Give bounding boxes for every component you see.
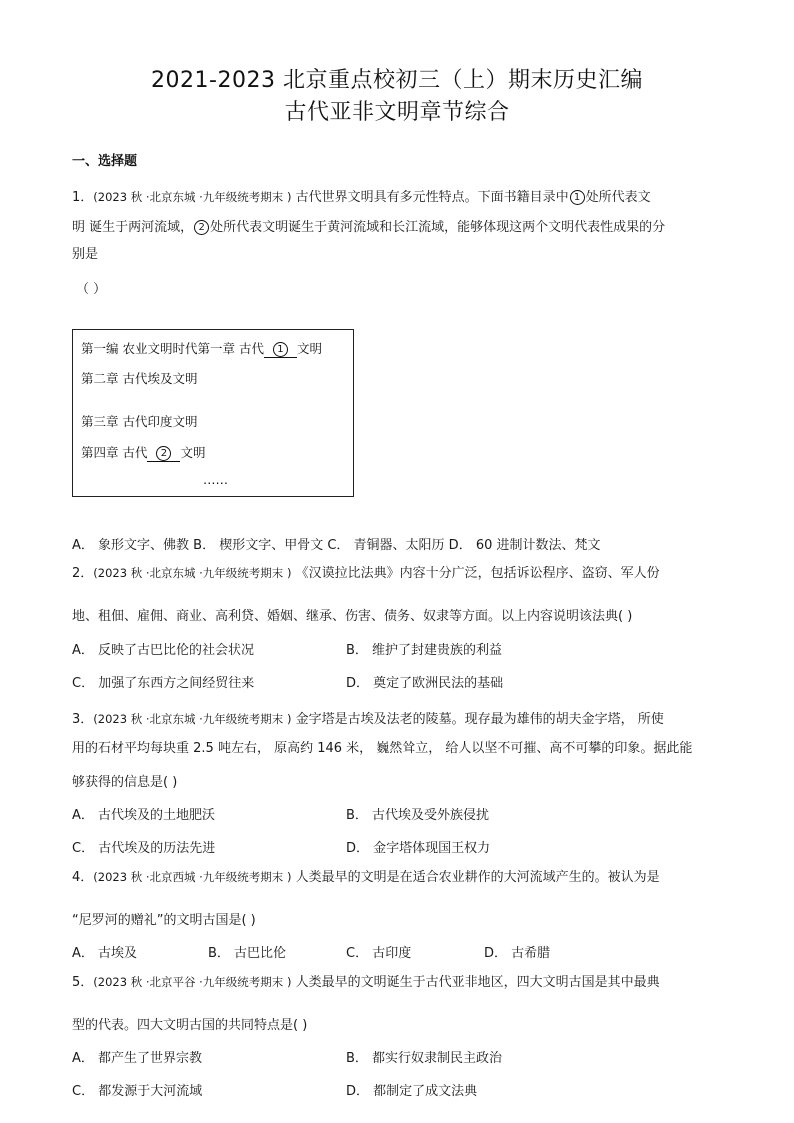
document-subtitle: 古代亚非文明章节综合 bbox=[284, 100, 510, 125]
circled-two-mark: 2 bbox=[194, 220, 209, 235]
question-1-text: 古代世界文明具有多元性特点。下面书籍目录中 bbox=[291, 190, 569, 205]
book-row-1-text: 第一编 农业文明时代第一章 古代 bbox=[81, 341, 264, 356]
question-2-line-2: 地、租佃、雇佣、商业、高利贷、婚姻、继承、伤害、债务、奴隶等方面。以上内容说明该法典( ) bbox=[72, 609, 633, 624]
question-5-number: 5． bbox=[72, 975, 94, 990]
question-1-answer-paren: （ ） bbox=[76, 282, 107, 297]
question-3-line-2: 用的石材平均每块重 2.5 吨左右， 原高约 146 米， 巍然耸立， 给人以坚不可摧、高不可攀的印象。据此能 bbox=[72, 741, 693, 756]
question-4-option-b: B． 古巴比伦 bbox=[208, 946, 287, 961]
book-row-4-suffix: 文明 bbox=[180, 445, 206, 460]
book-row-2: 第二章 古代埃及文明 bbox=[81, 371, 198, 386]
question-2-text: 《汉谟拉比法典》内容十分广泛，包括诉讼程序、盗窃、军人份 bbox=[291, 566, 660, 581]
document-title: 2021-2023 北京重点校初三（上）期末历史汇编 bbox=[151, 68, 643, 93]
question-1-source: (2023 秋 ·北京东城 ·九年级统考期末 ) bbox=[93, 190, 292, 204]
blank-one bbox=[264, 342, 297, 358]
book-contents-box bbox=[72, 329, 354, 497]
question-2-number: 2． bbox=[72, 566, 94, 581]
question-4-option-c: C． 古印度 bbox=[346, 946, 412, 961]
question-3-text: 金字塔是古埃及法老的陵墓。现存最为雄伟的胡夫金字塔， 所使 bbox=[291, 712, 664, 727]
question-5-option-a: A． 都产生了世界宗教 bbox=[72, 1051, 203, 1066]
question-1-line-1 bbox=[72, 186, 651, 205]
blank-two bbox=[147, 446, 180, 462]
book-row-1 bbox=[81, 339, 322, 358]
question-4-number: 4． bbox=[72, 870, 94, 885]
question-1-options: A． 象形文字、佛教 B． 楔形文字、甲骨文 C． 青铜器、太阳历 D． 60 进制计数法、梵文 bbox=[72, 538, 601, 553]
book-row-1-suffix: 文明 bbox=[296, 341, 322, 356]
question-3-option-d: D． 金字塔体现国王权力 bbox=[346, 841, 491, 856]
question-4-source: (2023 秋 ·北京西城 ·九年级统考期末 ) bbox=[93, 870, 292, 884]
question-3-line-3: 够获得的信息是( ) bbox=[72, 775, 178, 790]
question-1-line-2 bbox=[72, 216, 665, 235]
question-2-option-a: A． 反映了古巴比伦的社会状况 bbox=[72, 643, 255, 658]
blank-two-mark: 2 bbox=[156, 446, 171, 461]
question-1-number: 1． bbox=[72, 190, 94, 205]
question-5-option-d: D． 都制定了成文法典 bbox=[346, 1084, 478, 1099]
book-row-4 bbox=[81, 443, 206, 462]
question-5-text: 人类最早的文明诞生于古代亚非地区，四大文明古国是其中最典 bbox=[291, 975, 660, 990]
question-3-option-a: A． 古代埃及的土地肥沃 bbox=[72, 808, 216, 823]
circled-one-mark: 1 bbox=[570, 190, 585, 205]
book-row-4-text: 第四章 古代 bbox=[81, 445, 148, 460]
question-5-line-2: 型的代表。四大文明古国的共同特点是( ) bbox=[72, 1018, 308, 1033]
question-1-text-2b: 处所代表文明诞生于黄河流域和长江流域，能够体现这两个文明代表性成果的分 bbox=[210, 220, 666, 235]
question-2-option-c: C． 加强了东西方之间经贸往来 bbox=[72, 676, 255, 691]
question-1-line-3: 别是 bbox=[72, 247, 99, 262]
blank-one-mark: 1 bbox=[273, 342, 288, 357]
question-2-option-d: D． 奠定了欧洲民法的基础 bbox=[346, 676, 504, 691]
question-4-line-1 bbox=[72, 866, 660, 885]
question-2-source: (2023 秋 ·北京东城 ·九年级统考期末 ) bbox=[93, 566, 292, 580]
question-4-option-a: A． 古埃及 bbox=[72, 946, 138, 961]
question-2-line-1 bbox=[72, 562, 660, 581]
question-3-option-b: B． 古代埃及受外族侵扰 bbox=[346, 808, 490, 823]
book-ellipsis: …… bbox=[203, 472, 228, 487]
question-4-text: 人类最早的文明是在适合农业耕作的大河流域产生的。被认为是 bbox=[291, 870, 660, 885]
question-3-number: 3． bbox=[72, 712, 94, 727]
question-4-option-d: D． 古希腊 bbox=[484, 946, 551, 961]
question-3-option-c: C． 古代埃及的历法先进 bbox=[72, 841, 216, 856]
question-1-text-cont: 处所代表文 bbox=[585, 190, 651, 205]
question-5-option-b: B． 都实行奴隶制民主政治 bbox=[346, 1051, 503, 1066]
question-2-option-b: B． 维护了封建贵族的利益 bbox=[346, 643, 503, 658]
question-5-option-c: C． 都发源于大河流域 bbox=[72, 1084, 203, 1099]
question-5-line-1 bbox=[72, 971, 660, 990]
question-3-line-1 bbox=[72, 708, 664, 727]
question-1-text-2a: 明 诞生于两河流域， bbox=[72, 220, 194, 235]
book-row-3: 第三章 古代印度文明 bbox=[81, 414, 198, 429]
question-4-line-2: “尼罗河的赠礼”的文明古国是( ) bbox=[72, 913, 256, 928]
section-heading: 一、选择题 bbox=[72, 154, 138, 169]
question-3-source: (2023 秋 ·北京东城 ·九年级统考期末 ) bbox=[93, 712, 292, 726]
question-5-source: (2023 秋 ·北京平谷 ·九年级统考期末 ) bbox=[93, 975, 292, 989]
